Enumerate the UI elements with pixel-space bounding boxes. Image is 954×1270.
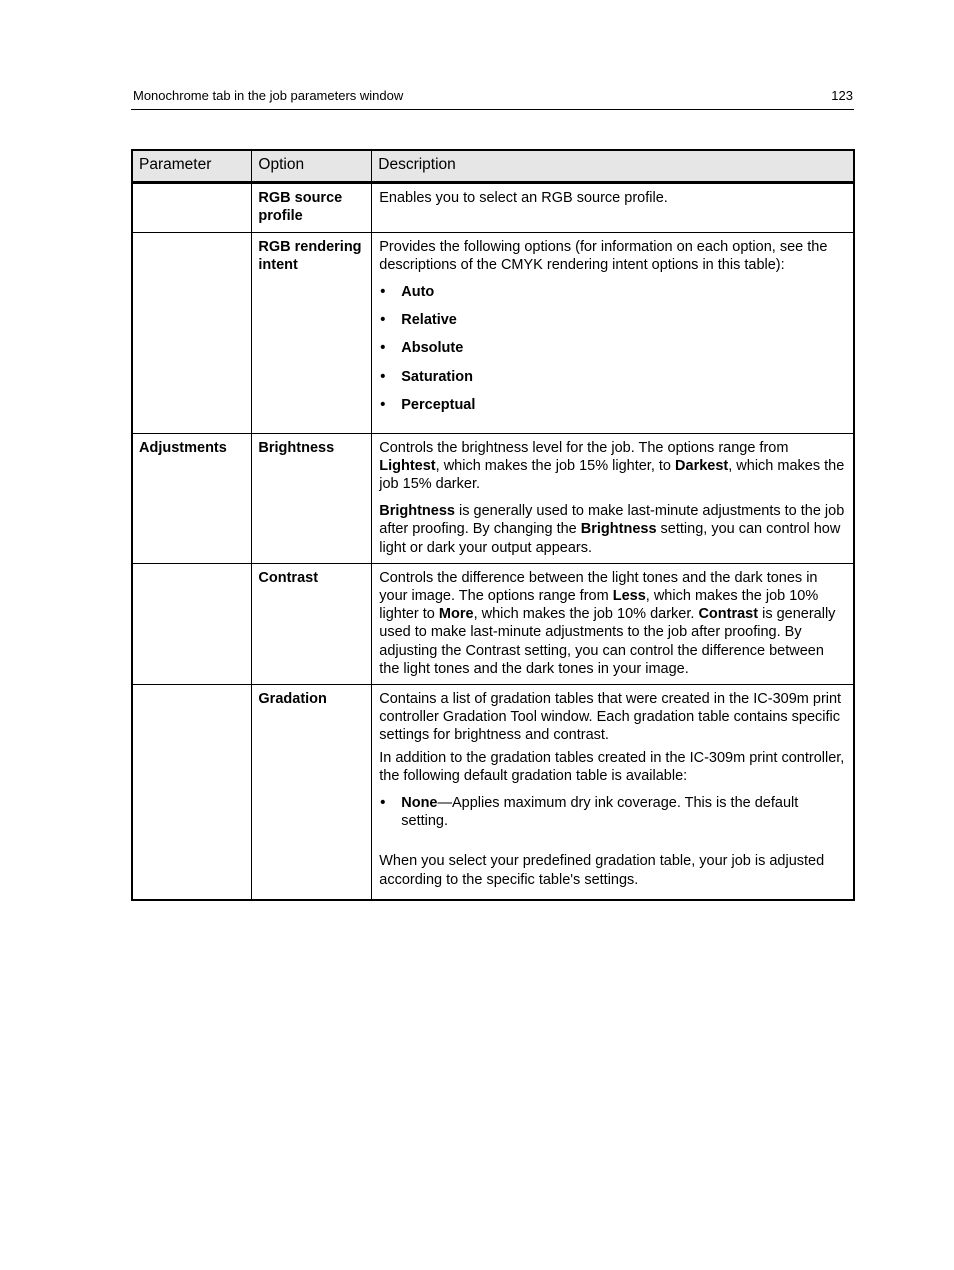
- table-row: [132, 685, 854, 900]
- list-item: • Auto: [379, 283, 846, 301]
- option-cell: Gradation: [252, 685, 372, 900]
- table-row: [132, 232, 854, 433]
- description-text: Controls the difference between the light tones and the dark tones in your image. The options range from Less, which makes the job 10% lighter to More, which makes the job 10% darker. Contrast is generally used to make last-minute adjustments to the job after proofing. By adjusting the Contrast setting, you can control the difference between the light tones and the dark tones in your image.: [379, 569, 836, 677]
- list-item: • Absolute: [379, 339, 846, 357]
- table-header-row: [132, 150, 854, 183]
- description-cell: [372, 232, 854, 433]
- description-text: In addition to the gradation tables created in the IC-309m print controller, the following default gradation table is available:: [379, 749, 845, 784]
- option-cell: RGB rendering intent: [252, 232, 372, 433]
- description-text: Enables you to select an RGB source profile.: [379, 190, 668, 207]
- rendering-intent-options-list: [379, 283, 846, 414]
- table-row: [132, 563, 854, 684]
- column-header-description: Description: [372, 150, 854, 183]
- list-item: • Relative: [379, 311, 846, 329]
- list-item: • None—Applies maximum dry ink coverage. This is the default setting.: [379, 794, 846, 830]
- description-text: Provides the following options (for information on each option, see the descriptions of the CMYK rendering intent options in this table):: [379, 238, 828, 273]
- table-row: [132, 183, 854, 232]
- column-header-parameter: Parameter: [132, 150, 252, 183]
- parameter-cell: [132, 232, 252, 433]
- column-header-option: Option: [252, 150, 372, 183]
- description-cell: [372, 183, 854, 232]
- description-cell: [372, 685, 854, 900]
- description-cell: [372, 563, 854, 684]
- option-cell: Brightness: [252, 433, 372, 563]
- description-text: Controls the brightness level for the job. The options range from Lightest, which makes the job 15% lighter, to Darkest, which makes the job 15% darker.: [379, 439, 845, 493]
- parameter-cell: [132, 563, 252, 684]
- option-cell: Contrast: [252, 563, 372, 684]
- description-text: Brightness is generally used to make last-minute adjustments to the job after proofing. By changing the Brightness setting, you can control how light or dark your output appears.: [379, 503, 845, 556]
- parameters-table: [131, 149, 855, 901]
- running-header: [133, 88, 853, 108]
- description-text: Contains a list of gradation tables that were created in the IC-309m print controller Gradation Tool window. Each gradation table contains specific settings for brightness and contrast.: [379, 691, 842, 744]
- list-item: • Saturation: [379, 368, 846, 386]
- table-row: [132, 433, 854, 563]
- parameter-cell: [132, 183, 252, 232]
- page-number: 123: [831, 88, 853, 103]
- option-cell: RGB source profile: [252, 183, 372, 232]
- running-header-title: Monochrome tab in the job parameters window: [133, 88, 404, 103]
- parameter-cell: Adjustments: [132, 433, 252, 563]
- description-text: When you select your predefined gradation table, your job is adjusted according to the specific table's settings.: [379, 853, 825, 888]
- parameter-cell: [132, 685, 252, 900]
- list-item: • Perceptual: [379, 396, 846, 414]
- description-cell: [372, 433, 854, 563]
- gradation-default-list: [379, 794, 846, 830]
- header-rule: [131, 109, 854, 110]
